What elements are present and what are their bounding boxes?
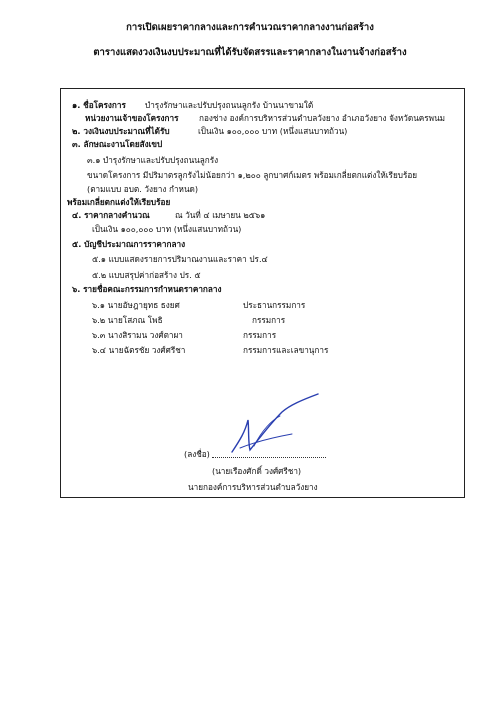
characteristics-label: ๓. ลักษณะงานโดยสังเขป (72, 139, 163, 149)
document-title: การเปิดเผยราคากลางและการคำนวณราคากลางงานก่อสร้าง (126, 22, 374, 33)
committee-member-role-1: ประธานกรรมการ (243, 300, 306, 310)
signer-name: (นายเรืองศักดิ์ วงศ์ศรีชา) (212, 466, 302, 476)
committee-member-role-4: กรรมการและเลขานุการ (243, 345, 329, 355)
budget-label: ๒. วงเงินงบประมาณที่ได้รับ (72, 126, 170, 136)
agency-value: กองช่าง องค์การบริหารส่วนตำบลวังยาง อำเภอวังยาง จังหวัดนครพนม (199, 113, 446, 123)
agency-label: หน่วยงานเจ้าของโครงการ (85, 113, 179, 123)
budget-value: เป็นเงิน ๑๐๐,๐๐๐ บาท (หนึ่งแสนบาทถ้วน) (198, 126, 348, 136)
committee-member-role-2: กรรมการ (252, 315, 286, 325)
characteristics-finish: พร้อมเกลี่ยตกแต่งให้เรียบร้อย (67, 197, 171, 207)
median-price-date: ณ วันที่ ๔ เมษายน ๒๕๖๑ (175, 210, 266, 220)
document-subtitle: ตารางแสดงวงเงินงบประมาณที่ได้รับจัดสรรและราคากลางในงานจ้างก่อสร้าง (93, 47, 407, 58)
sign-label: (ลงชื่อ) (184, 449, 210, 459)
signer-position: นายกองค์การบริหารส่วนตำบลวังยาง (188, 482, 318, 492)
project-value: บำรุงรักษาและปรับปรุงถนนลูกรัง บ้านนาขามใต้ (145, 100, 314, 110)
committee-member-name-4: ๖.๔ นายฉัตรชัย วงศ์ศรีชา (92, 345, 186, 355)
median-price-label: ๔. ราคากลางคำนวณ (72, 210, 150, 220)
median-price-amount: เป็นเงิน ๑๐๐,๐๐๐ บาท (หนึ่งแสนบาทถ้วน) (92, 224, 242, 234)
project-label: ๑. ชื่อโครงการ (72, 100, 126, 110)
characteristics-size: ขนาดโครงการ มีปริมาตรลูกรังไม่น้อยกว่า ๑,๒๐๐ ลูกบาศก์เมตร พร้อมเกลี่ยตกแต่งให้เรียบร้อย (87, 170, 418, 180)
characteristics-item: ๓.๑ บำรุงรักษาและปรับปรุงถนนลูกรัง (87, 155, 219, 165)
price-list-item-2: ๕.๒ แบบสรุปค่าก่อสร้าง ปร. ๕ (92, 270, 201, 280)
characteristics-spec: (ตามแบบ อบต. วังยาง กำหนด) (87, 184, 199, 194)
committee-member-name-3: ๖.๓ นางสิรามน วงศ์ตาผา (92, 330, 183, 340)
price-list-item-1: ๕.๑ แบบแสดงรายการปริมาณงานและราคา ปร.๔ (92, 254, 268, 264)
sign-line (212, 457, 326, 458)
committee-label: ๖. รายชื่อคณะกรรมการกำหนดราคากลาง (72, 284, 222, 294)
committee-member-name-2: ๖.๒ นายโสภณ โพธิ (92, 315, 163, 325)
committee-member-role-3: กรรมการ (243, 330, 277, 340)
price-list-label: ๕. บัญชีประมาณการราคากลาง (72, 239, 186, 249)
signature-image (210, 390, 330, 460)
committee-member-name-1: ๖.๑ นายอัษฎายุทธ ธงยศ (92, 300, 180, 310)
